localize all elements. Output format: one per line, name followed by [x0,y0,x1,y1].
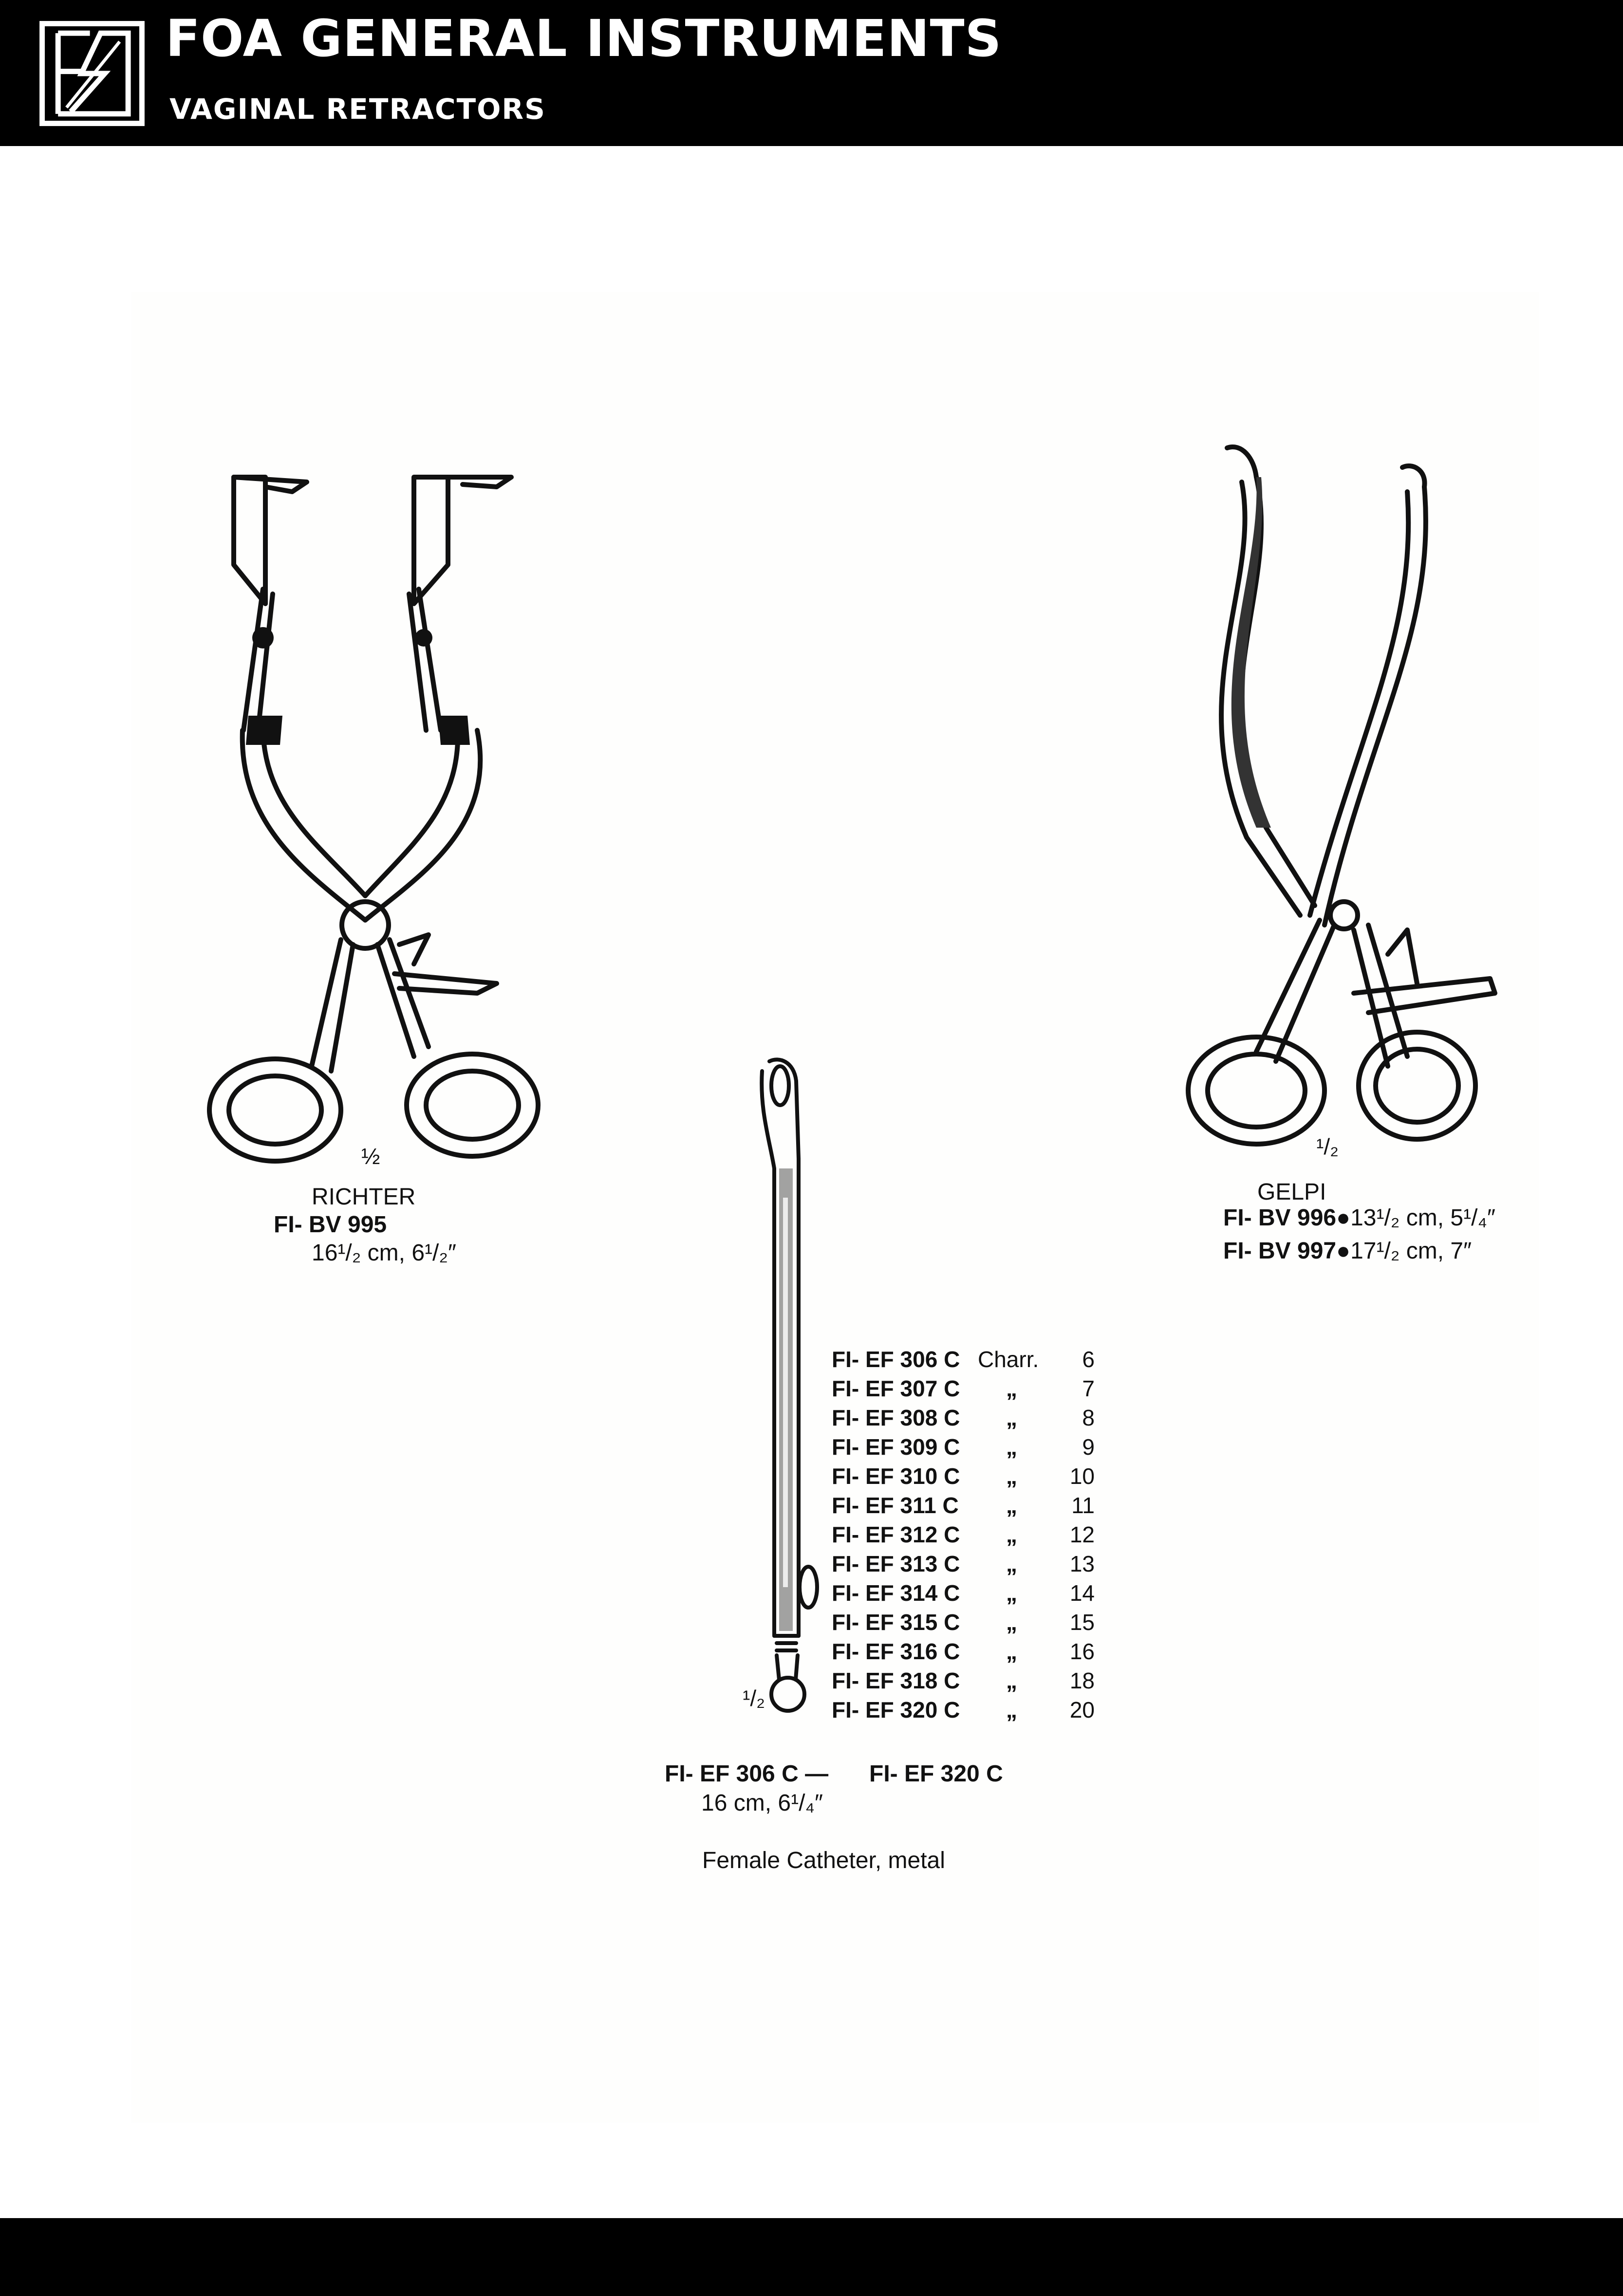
ditto-mark: „ [1006,1376,1017,1401]
section-subtitle: VAGINAL RETRACTORS [169,93,546,126]
item-code: FI- EF 320 C [832,1697,960,1722]
richter-scale-label: ½ [361,1144,380,1169]
catheter-size: 16 cm, 6¹/₄″ [701,1790,823,1816]
ditto-mark: „ [1006,1522,1017,1547]
ditto-mark: „ [1006,1697,1017,1722]
female-catheter-illustration [750,1052,833,1723]
page-header [0,0,1623,146]
item-charr: 10 [1069,1463,1095,1489]
catheter-description: Female Catheter, metal [702,1848,945,1873]
item-charr: 12 [1069,1522,1095,1547]
richter-code: FI- BV 995 [274,1212,387,1238]
gelpi-variant-1 [1223,1206,1495,1230]
ditto-mark: „ [1006,1610,1017,1635]
item-charr: 18 [1069,1668,1095,1693]
item-charr: 16 [1069,1639,1095,1664]
item-code: FI- EF 307 C [832,1376,960,1401]
ditto-mark: „ [1006,1639,1017,1664]
item-code: FI- EF 309 C [832,1434,960,1460]
gelpi-name: GELPI [1257,1179,1326,1205]
gelpi-scale-label: ¹/₂ [1316,1134,1339,1159]
ditto-mark: „ [1006,1580,1017,1606]
ditto-mark: „ [1006,1405,1017,1430]
richter-name: RICHTER [312,1184,416,1210]
item-code: FI- EF 315 C [832,1610,960,1635]
page-footer [0,2218,1623,2296]
gelpi-variant-size: 17¹/₂ cm, 7″ [1350,1238,1472,1264]
item-code: FI- EF 306 C [832,1347,960,1372]
item-code: FI- EF 310 C [832,1463,960,1489]
item-charr: 13 [1069,1551,1095,1576]
item-code: FI- EF 316 C [832,1639,960,1664]
dot-icon: ● [1336,1238,1351,1264]
item-charr: 9 [1082,1434,1095,1460]
gelpi-variant-code: FI- BV 996 [1223,1205,1337,1231]
item-charr: 7 [1082,1376,1095,1401]
charr-label: Charr. [978,1347,1039,1372]
gelpi-retractor-illustration [1164,438,1514,1168]
richter-size: 16¹/₂ cm, 6¹/₂″ [312,1240,456,1266]
catheter-range-to: FI- EF 320 C [869,1761,1003,1787]
item-charr: 8 [1082,1405,1095,1430]
richter-retractor-illustration [185,458,565,1178]
item-charr: 14 [1069,1580,1095,1606]
item-charr: 11 [1071,1493,1095,1518]
dot-icon: ● [1336,1205,1351,1231]
item-code: FI- EF 311 C [832,1493,959,1518]
ditto-mark: „ [1006,1668,1017,1693]
item-charr: 15 [1069,1610,1095,1635]
item-code: FI- EF 308 C [832,1405,960,1430]
gelpi-variant-2 [1223,1240,1472,1263]
item-charr: 6 [1082,1347,1095,1372]
ditto-mark: „ [1006,1434,1017,1460]
item-charr: 20 [1069,1697,1095,1722]
ditto-mark: „ [1006,1551,1017,1576]
brand-title: FOA GENERAL INSTRUMENTS [166,9,1002,68]
gelpi-variant-size: 13¹/₂ cm, 5¹/₄″ [1350,1205,1496,1231]
item-code: FI- EF 313 C [832,1551,960,1576]
catheter-range-from: FI- EF 306 C — [665,1761,829,1787]
item-code: FI- EF 312 C [832,1522,960,1547]
ditto-mark: „ [1006,1493,1017,1518]
catheter-scale-label: ¹/₂ [743,1685,765,1711]
gelpi-variant-code: FI- BV 997 [1223,1238,1337,1264]
item-code: FI- EF 314 C [832,1580,960,1606]
ditto-mark: „ [1006,1463,1017,1489]
item-code: FI- EF 318 C [832,1668,960,1693]
foa-logo-icon [39,20,145,127]
